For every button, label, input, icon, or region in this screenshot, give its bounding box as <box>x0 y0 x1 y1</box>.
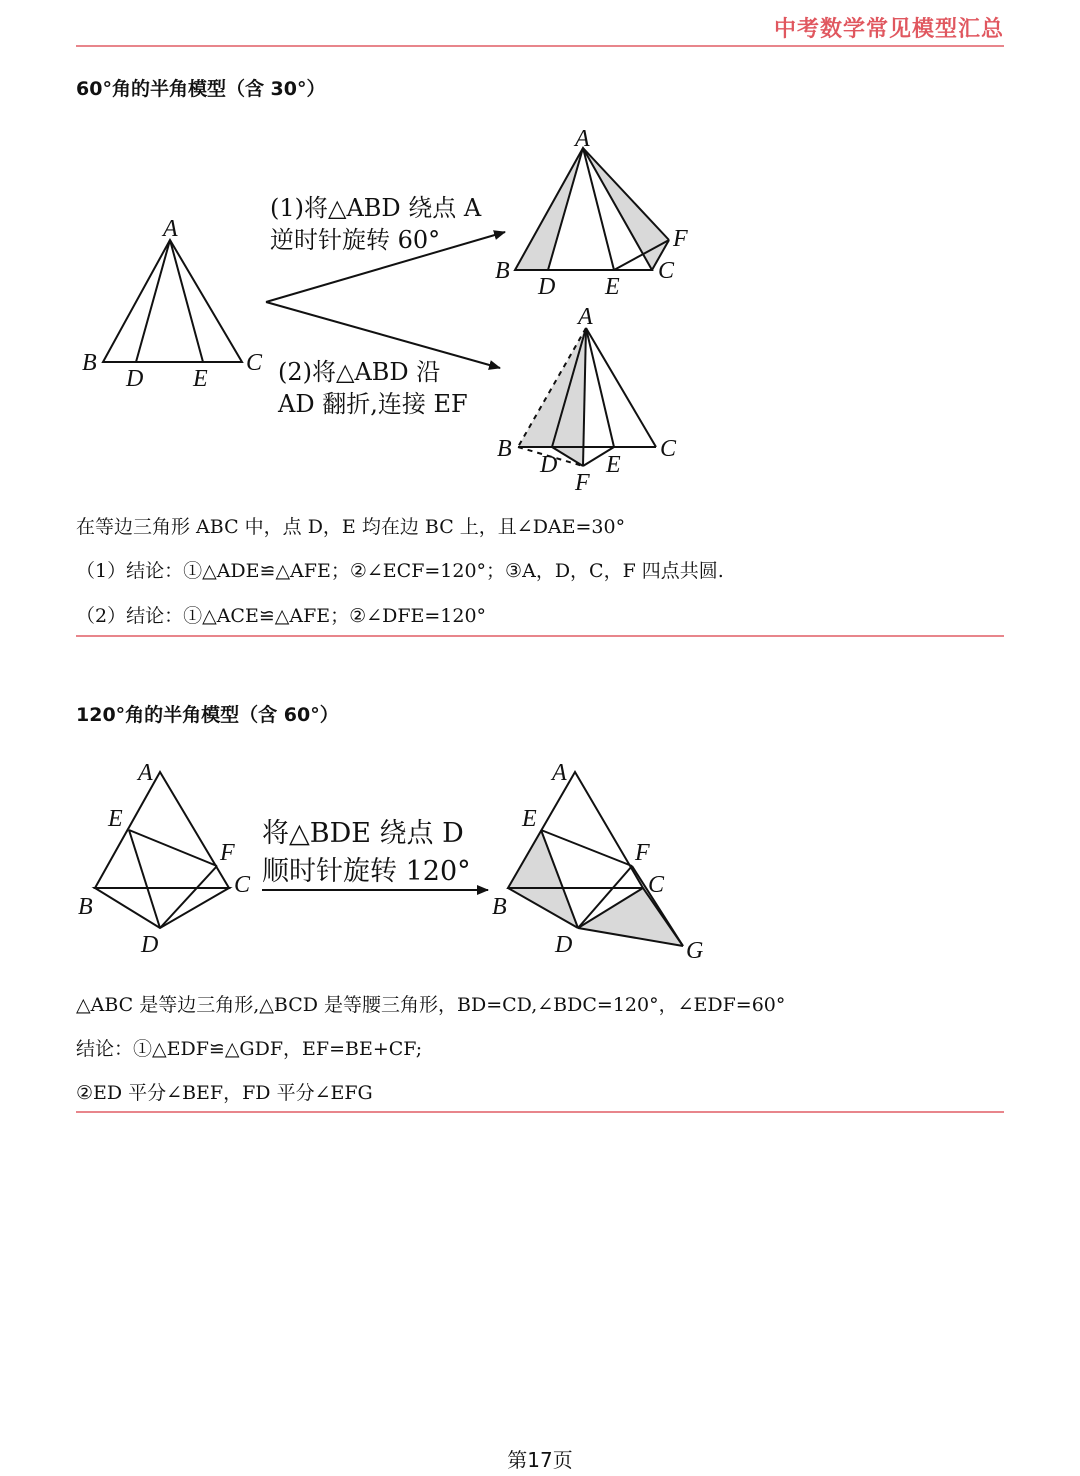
l-label-B: B <box>78 894 93 920</box>
l-label-D: D <box>141 932 159 958</box>
tr-label-E: E <box>605 274 620 300</box>
r-label-G: G <box>686 938 704 964</box>
tr-label-D: D <box>538 274 556 300</box>
r-label-A: A <box>552 760 567 786</box>
r-label-B: B <box>492 894 507 920</box>
section1-title: 60°角的半角模型（含 30°） <box>76 78 326 100</box>
br-label-A: A <box>578 304 593 330</box>
header-rule <box>76 45 1004 47</box>
section1-conclusion1: （1）结论：①△ADE≌△AFE；②∠ECF=120°；③A，D，C，F 四点共圆. <box>76 560 724 582</box>
tr-label-A: A <box>575 126 590 152</box>
section1-conclusion2: （2）结论：①△ACE≌△AFE；②∠DFE=120° <box>76 605 487 627</box>
caption2-line1: (2)将△ABD 沿 <box>278 358 441 386</box>
caption2-line2: AD 翻折,连接 EF <box>278 390 468 418</box>
tr-label-C: C <box>658 258 675 284</box>
caption-line1: 将△BDE 绕点 D <box>262 818 464 849</box>
folded-figure <box>518 328 656 466</box>
section2-condition: △ABC 是等边三角形,△BCD 是等腰三角形，BD=CD,∠BDC=120°，∠EDF=60° <box>76 994 786 1016</box>
l-label-A: A <box>138 760 153 786</box>
l-label-E: E <box>108 806 123 832</box>
r-label-D: D <box>555 932 573 958</box>
br-label-B: B <box>497 436 512 462</box>
br-label-F: F <box>575 470 590 496</box>
label-B: B <box>82 350 97 376</box>
section2-title: 120°角的半角模型（含 60°） <box>76 704 339 726</box>
left-figure <box>95 772 229 928</box>
section2-figure <box>0 750 1080 970</box>
l-label-C: C <box>234 872 251 898</box>
br-label-D: D <box>540 452 558 478</box>
br-label-E: E <box>606 452 621 478</box>
header-title: 中考数学常见模型汇总 <box>773 17 1004 42</box>
l-label-F: F <box>220 840 235 866</box>
section1-condition: 在等边三角形 ABC 中，点 D，E 均在边 BC 上，且∠DAE=30° <box>76 516 626 538</box>
section1-figure <box>0 110 1080 500</box>
label-A: A <box>163 216 178 242</box>
caption1-line1: (1)将△ABD 绕点 A <box>270 194 482 222</box>
section1-rule <box>76 635 1004 637</box>
tr-label-B: B <box>495 258 510 284</box>
br-label-C: C <box>660 436 677 462</box>
caption1-line2: 逆时针旋转 60° <box>270 226 441 254</box>
tr-label-F: F <box>673 226 688 252</box>
rotated-figure <box>515 148 669 270</box>
r-label-C: C <box>648 872 665 898</box>
section2-conclusion1: 结论：①△EDF≌△GDF，EF=BE+CF; <box>76 1038 423 1060</box>
section2-rule <box>76 1111 1004 1113</box>
label-E: E <box>193 366 208 392</box>
caption-line2: 顺时针旋转 120° <box>262 856 471 887</box>
left-equilateral-triangle <box>103 240 242 362</box>
page-number: 第17页 <box>507 1448 573 1472</box>
label-C: C <box>246 350 263 376</box>
section2-conclusion2: ②ED 平分∠BEF，FD 平分∠EFG <box>76 1082 373 1104</box>
label-D: D <box>126 366 144 392</box>
r-label-F: F <box>635 840 650 866</box>
right-figure <box>508 772 683 946</box>
r-label-E: E <box>522 806 537 832</box>
